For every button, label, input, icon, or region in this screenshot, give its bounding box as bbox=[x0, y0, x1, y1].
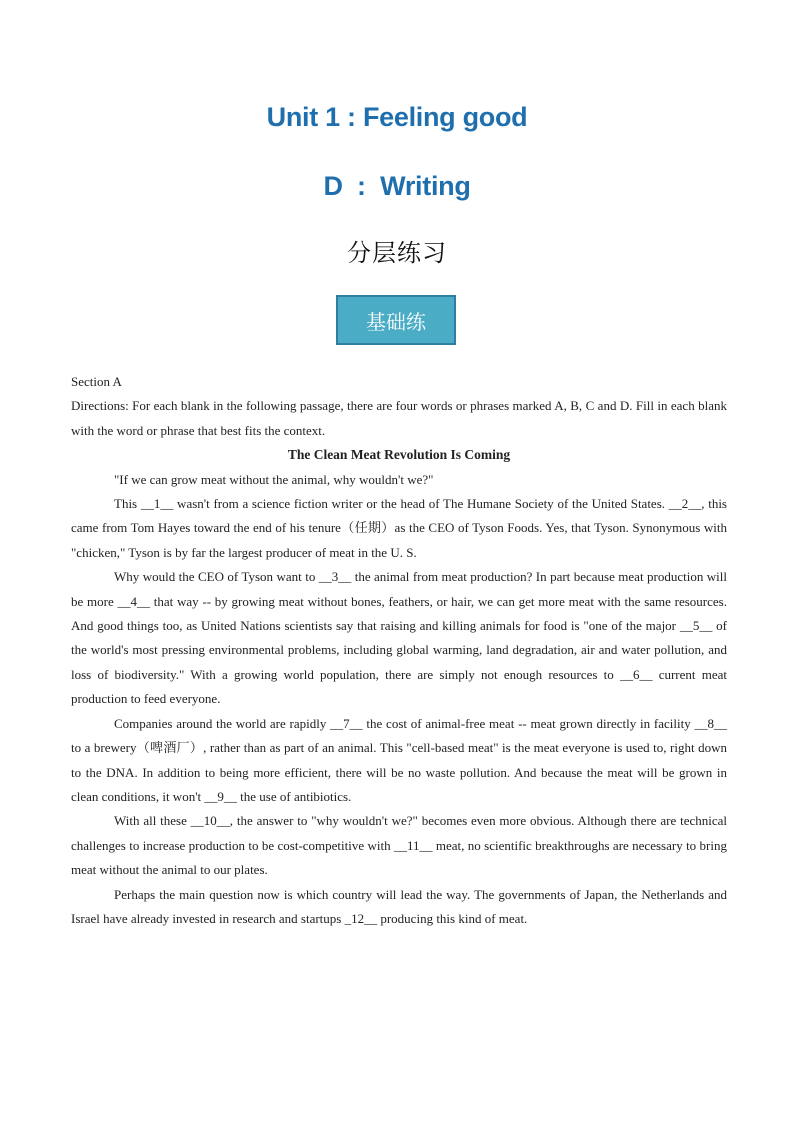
passage-paragraph: Why would the CEO of Tyson want to __3__ the animal from meat production? In part because meat production will be more __4__ that way -- by growing meat without bones, feathers, or hair, we can get more meat with the same resources. And good things too, as United Nations scientists say that raising and killing animals for food is "one of the major __5__ of the world's most pressing environmental problems, including global warming, land degradation, air and water pollution, and loss of biodiversity." With a growing world population, there are simply not enough resources to __6__ current meat production to feed everyone. bbox=[71, 569, 727, 707]
passage-title: The Clean Meat Revolution Is Coming bbox=[287, 447, 511, 463]
document-body bbox=[71, 370, 727, 931]
passage-paragraph: This __1__ wasn't from a science fiction writer or the head of The Humane Society of the United States. __2__, this came from Tom Hayes toward the end of his tenure（任期）as the CEO of Tyson Foods. Yes, that Tyson. Synonymous with "chicken," Tyson is by far the largest producer of meat in the U. S. bbox=[71, 496, 727, 560]
passage-paragraph: Companies around the world are rapidly __7__ the cost of animal-free meat -- meat grown directly in facility __8__ to a brewery（啤酒厂）, rather than as part of an animal. This "cell-based meat" is the meat everyone is used to, right down to the DNA. In addition to being more efficient, there will be no waste pollution. And because the meat will be grown in clean conditions, it won't __9__ the use of antibiotics. bbox=[71, 715, 727, 804]
page-subtitle: 分层练习 bbox=[347, 239, 447, 267]
passage-paragraph: With all these __10__, the answer to "why wouldn't we?" becomes even more obvious. Although there are technical challenges to increase production to be cost-competitive with __11__ meat, no scientific breakthroughs are necessary to bring meat without the animal to our plates. bbox=[71, 813, 727, 878]
passage-paragraph: "If we can grow meat without the animal, why wouldn't we?" bbox=[114, 471, 434, 487]
section-label: Section A bbox=[71, 374, 122, 389]
level-badge: 基础练 bbox=[336, 295, 456, 345]
page-title-part: D : Writing bbox=[323, 171, 471, 201]
page-title-unit: Unit 1 : Feeling good bbox=[266, 102, 528, 132]
directions-text: Directions: For each blank in the following passage, there are four words or phrases marked A, B, C and D. Fill in each blank with the word or phrase that best fits the context. bbox=[71, 398, 727, 438]
passage-paragraph: Perhaps the main question now is which country will lead the way. The governments of Japan, the Netherlands and Israel have already invested in research and startups _12__ producing this kind of meat. bbox=[71, 886, 727, 926]
